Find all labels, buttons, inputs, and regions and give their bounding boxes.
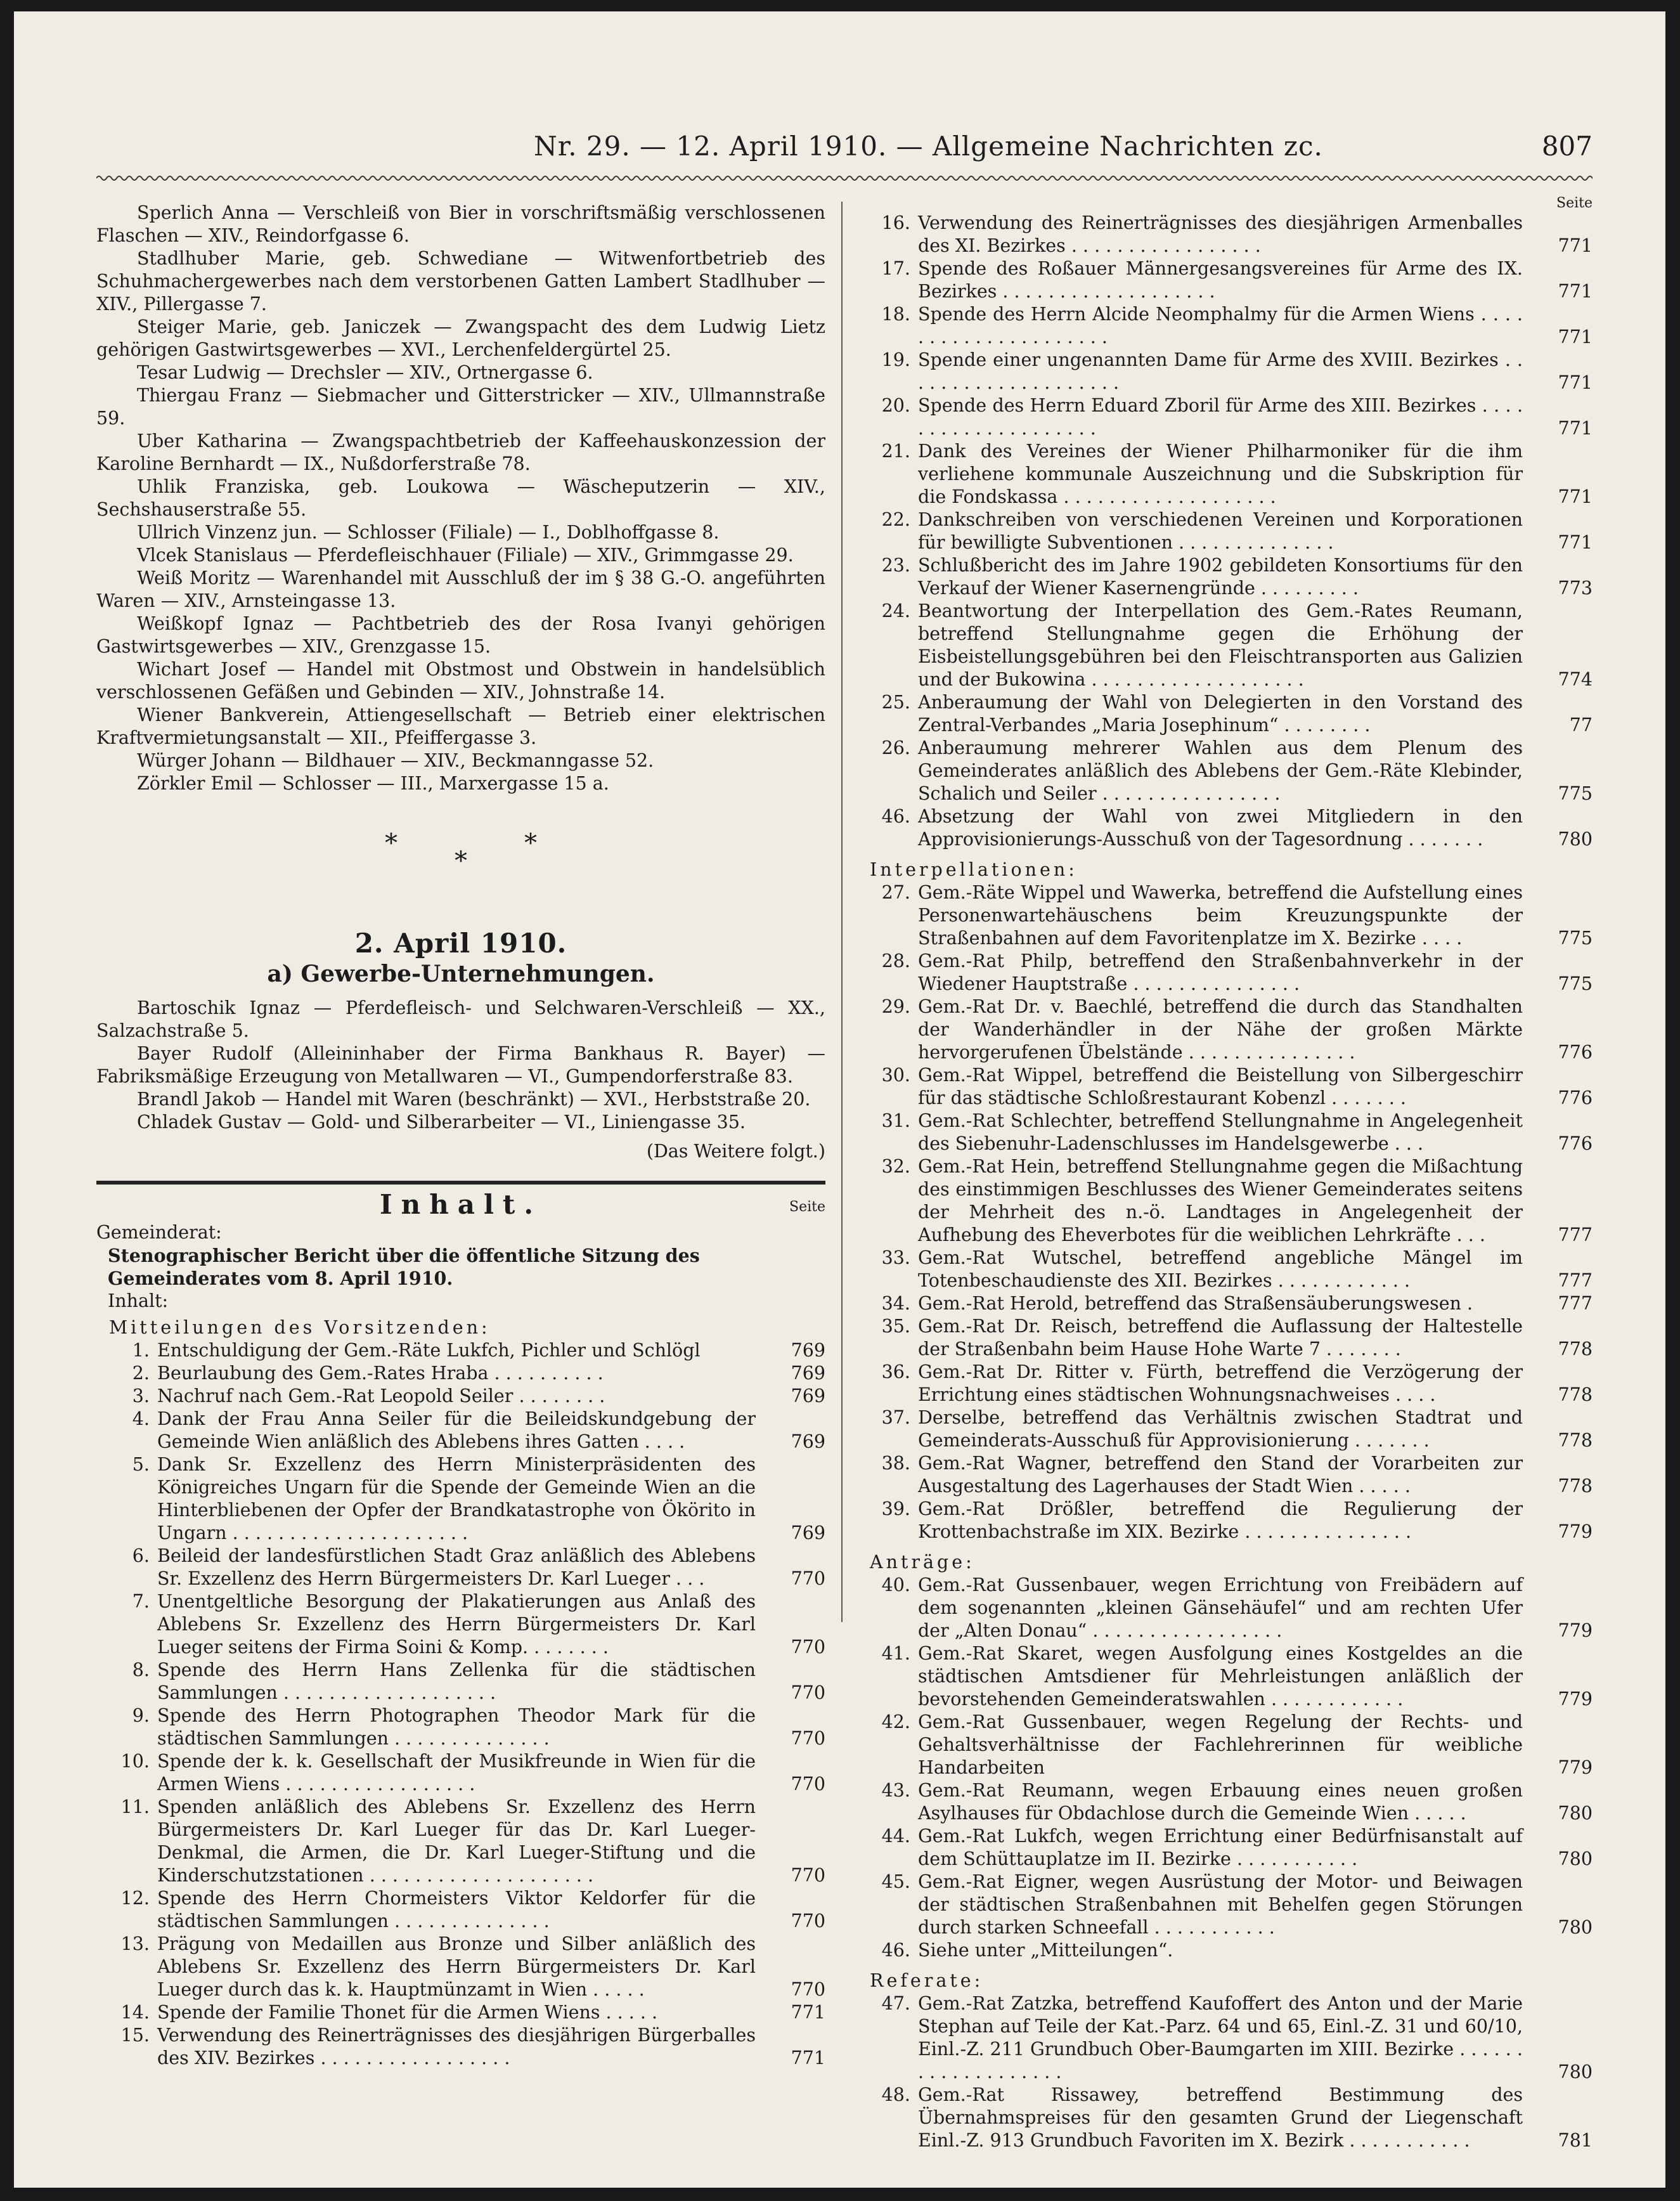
toc-item-text: Dank des Vereines der Wiener Philharmoniker für die ihm verliehene kommunale Auszeichnung und die Subskription für die Fondskassa . . . . . . . . . . . . . . . . . . . bbox=[918, 441, 1523, 507]
toc-item bbox=[96, 2001, 825, 2024]
toc-item-number: 23. bbox=[881, 555, 910, 576]
toc-item bbox=[857, 737, 1593, 805]
registry-entry: Sperlich Anna — Verschleiß von Bier in vorschriftsmäßig verschlossenen Flaschen — XIV., Reindorfgasse 6. bbox=[96, 202, 825, 246]
toc-item-number: 18. bbox=[881, 304, 910, 325]
toc-item-page: 770 bbox=[791, 1637, 825, 1658]
toc-item-page: 778 bbox=[1558, 1384, 1593, 1405]
registry-entry: Wichart Josef — Handel mit Obstmost und Obstwein in handelsüblich verschlossenen Gefäßen und Gebinden — XIV., Johnstraße 14. bbox=[96, 659, 825, 703]
toc-item-page: 779 bbox=[1558, 1521, 1593, 1542]
toc-item bbox=[96, 1385, 825, 1408]
toc-item-number: 33. bbox=[881, 1247, 910, 1268]
toc-item bbox=[857, 394, 1593, 440]
toc-item-number: 27. bbox=[881, 882, 910, 903]
toc-item-page: 776 bbox=[1558, 1042, 1593, 1063]
toc-item bbox=[857, 1642, 1593, 1711]
section-date-heading: 2. April 1910. bbox=[354, 928, 567, 959]
toc-item-number: 26. bbox=[881, 737, 910, 758]
toc-item-page: 770 bbox=[791, 1682, 825, 1703]
toc-item-page: 770 bbox=[791, 1911, 825, 1932]
toc-item-number: 46. bbox=[881, 806, 910, 827]
toc-item-page: 773 bbox=[1558, 578, 1593, 599]
toc-item-number: 38. bbox=[881, 1453, 910, 1474]
toc-item-text: Gem.-Rat Drößler, betreffend die Regulierung der Krottenbachstraße im XIX. Bezirke . . . . . . . . . . . . . . . bbox=[918, 1498, 1523, 1542]
toc-item-text: Gem.-Rat Skaret, wegen Ausfolgung eines Kostgeldes an die städtischen Amtsdiener für Mehrleistungen anläßlich der bevorstehenden Gemeinderatswahlen . . . . . . . . . . . . bbox=[918, 1643, 1523, 1710]
toc-item-text: Spende des Herrn Chormeisters Viktor Keldorfer für die städtischen Sammlungen . . . . . . . . . . . . . . bbox=[157, 1888, 756, 1932]
star-mark: * bbox=[455, 847, 467, 876]
toc-item-number: 30. bbox=[881, 1065, 910, 1086]
toc-item-page: 777 bbox=[1558, 1224, 1593, 1245]
toc-item-page: 775 bbox=[1558, 783, 1593, 804]
registry-entry: Weißkopf Ignaz — Pachtbetrieb des der Rosa Ivanyi gehörigen Gastwirtsgewerbes — XIV., Grenzgasse 15. bbox=[96, 613, 825, 657]
toc-item-page: 771 bbox=[1558, 281, 1593, 302]
toc-item-number: 13. bbox=[120, 1933, 150, 1954]
toc-item-text: Gem.-Rat Rissawey, betreffend Bestimmung des Übernahmspreises für den gesamten Grund der Liegenschaft Einl.-Z. 913 Grundbuch Favoriten im X. Bezirk . . . . . . . . . . . bbox=[918, 2084, 1523, 2151]
toc-item-text: Spende des Roßauer Männergesangsvereines für Arme des IX. Bezirkes . . . . . . . . . . . . . . . . . . . bbox=[918, 258, 1523, 302]
contents-rule bbox=[96, 1181, 825, 1185]
toc-item-number: 48. bbox=[881, 2084, 910, 2105]
toc-item bbox=[857, 950, 1593, 996]
toc-item bbox=[96, 1408, 825, 1453]
registry-entry: Stadlhuber Marie, geb. Schwediane — Witwenfortbetrieb des Schuhmachergewerbes nach dem verstorbenen Gatten Lambert Stadlhuber — XIV., Pillergasse 7. bbox=[96, 248, 825, 315]
toc-item-number: 4. bbox=[132, 1408, 150, 1429]
toc-item bbox=[857, 1406, 1593, 1452]
referate-heading: Referate: bbox=[870, 1970, 984, 1991]
toc-item-number: 47. bbox=[881, 1993, 910, 2014]
toc-item bbox=[857, 303, 1593, 349]
registry-entry: Würger Johann — Bildhauer — XIV., Beckmanngasse 52. bbox=[137, 750, 654, 771]
toc-item-page: 775 bbox=[1558, 973, 1593, 994]
toc-item-number: 12. bbox=[120, 1888, 150, 1909]
toc-list-antraege bbox=[857, 1574, 1593, 1962]
toc-item-text: Verwendung des Reinerträgnisses des diesjährigen Armenballes des XI. Bezirkes . . . . . . . . . . . . . . . . . bbox=[918, 212, 1523, 256]
toc-item-page: 770 bbox=[791, 1568, 825, 1589]
continued-note: (Das Weitere folgt.) bbox=[646, 1141, 825, 1162]
toc-item bbox=[96, 1362, 825, 1385]
toc-item-text: Dank der Frau Anna Seiler für die Beileidskundgebung der Gemeinde Wien anläßlich des Ablebens ihres Gatten . . . . bbox=[157, 1408, 756, 1452]
toc-item bbox=[857, 1992, 1593, 2084]
toc-item-number: 5. bbox=[132, 1454, 150, 1475]
toc-list-interpellationen bbox=[857, 881, 1593, 1543]
toc-item-number: 40. bbox=[881, 1574, 910, 1595]
toc-item-page: 771 bbox=[791, 2002, 825, 2023]
toc-item-number: 1. bbox=[132, 1340, 150, 1361]
toc-item-text: Anberaumung mehrerer Wahlen aus dem Plenum des Gemeinderates anläßlich des Ablebens der Gem.-Räte Klebinder, Schalich und Seiler . . . . . . . . . . . . . . . . bbox=[918, 737, 1523, 804]
toc-item-number: 8. bbox=[132, 1659, 150, 1680]
registry-entry: Tesar Ludwig — Drechsler — XIV., Ortnergasse 6. bbox=[137, 362, 593, 383]
session-report-title: Stenographischer Bericht über die öffentliche Sitzung des Gemeinderates vom 8. April 1910. bbox=[108, 1245, 700, 1289]
seite-column-label: Seite bbox=[789, 1199, 825, 1215]
toc-item bbox=[857, 1110, 1593, 1155]
toc-list-mitteilungen-continued bbox=[857, 212, 1593, 851]
toc-item bbox=[857, 1939, 1593, 1962]
toc-item-page: 778 bbox=[1558, 1430, 1593, 1451]
registry-entry: Weiß Moritz — Warenhandel mit Ausschluß der im § 38 G.-O. angeführten Waren — XIV., Arnsteingasse 13. bbox=[96, 568, 825, 611]
toc-item-page: 780 bbox=[1558, 829, 1593, 850]
running-header-title: Nr. 29. — 12. April 1910. — Allgemeine Nachrichten zc. bbox=[534, 131, 1323, 162]
business-registry-list bbox=[96, 202, 825, 795]
toc-item-number: 37. bbox=[881, 1407, 910, 1428]
toc-item-number: 42. bbox=[881, 1711, 910, 1732]
toc-item-text: Unentgeltliche Besorgung der Plakatierungen aus Anlaß des Ablebens Sr. Exzellenz des Herrn Bürgermeisters Dr. Karl Lueger seitens der Firma Soini & Komp. . . . . . . . bbox=[157, 1591, 756, 1658]
toc-item-page: 776 bbox=[1558, 1133, 1593, 1154]
toc-item-page: 777 bbox=[1558, 1270, 1593, 1291]
toc-item-page: 775 bbox=[1558, 928, 1593, 949]
toc-item-number: 3. bbox=[132, 1386, 150, 1406]
registry-entry: Wiener Bankverein, Attiengesellschaft — Betrieb einer elektrischen Kraftvermietungsanstalt — XII., Pfeiffergasse 3. bbox=[96, 704, 825, 748]
toc-item-page: 780 bbox=[1558, 1848, 1593, 1869]
toc-item-text: Gem.-Räte Wippel und Wawerka, betreffend die Aufstellung eines Personenwartehäuschens beim Kreuzungspunkte der Straßenbahnen auf dem Favoritenplatze im X. Bezirke . . . . bbox=[918, 882, 1523, 949]
toc-item bbox=[857, 349, 1593, 394]
toc-item-text: Gem.-Rat Wutschel, betreffend angebliche Mängel im Totenbeschaudienste des XII. Bezirkes . . . . . . . . . . . . bbox=[918, 1247, 1523, 1291]
toc-item-text: Gem.-Rat Dr. Ritter v. Fürth, betreffend die Verzögerung der Errichtung eines städtischen Wohnungsnachweises . . . . bbox=[918, 1361, 1523, 1405]
toc-item bbox=[857, 881, 1593, 950]
toc-item-page: 779 bbox=[1558, 1757, 1593, 1778]
toc-item-text: Beantwortung der Interpellation des Gem.-Rates Reumann, betreffend Stellungnahme gegen die Erhöhung der Eisbeistellungsgebühren bei den Fleischtransporten aus Galizien und der Bukowina . . . . . . . . . . . . . . . . . . . bbox=[918, 601, 1523, 690]
toc-item-number: 45. bbox=[881, 1871, 910, 1892]
toc-item-text: Beileid der landesfürstlichen Stadt Graz anläßlich des Ablebens Sr. Exzellenz des Herrn Bürgermeisters Dr. Karl Lueger . . . bbox=[157, 1545, 756, 1589]
toc-item-text: Spenden anläßlich des Ablebens Sr. Exzellenz des Herrn Bürgermeisters Dr. Karl Lueger für das Dr. Karl Lueger-Denkmal, die Armen, die Dr. Karl Lueger-Stiftung und die Kinderschutzstationen . . . . . . . . . . . . . . . . . . . . bbox=[157, 1796, 756, 1886]
toc-item bbox=[96, 2024, 825, 2070]
registry-entry: Uber Katharina — Zwangspachtbetrieb der Kaffeehauskonzession der Karoline Bernhardt — IX., Nußdorferstraße 78. bbox=[96, 431, 825, 474]
toc-item bbox=[857, 509, 1593, 554]
toc-item-page: 769 bbox=[791, 1386, 825, 1406]
toc-item-text: Spende des Herrn Alcide Neomphalmy für die Armen Wiens . . . . . . . . . . . . . . . . . . . . . bbox=[918, 304, 1523, 347]
toc-item-number: 7. bbox=[132, 1591, 150, 1612]
toc-item bbox=[96, 1339, 825, 1362]
toc-item-page: 778 bbox=[1558, 1476, 1593, 1497]
toc-item bbox=[857, 554, 1593, 600]
new-business-list bbox=[96, 997, 825, 1134]
seite-column-label: Seite bbox=[1556, 195, 1593, 211]
toc-item bbox=[96, 1545, 825, 1590]
toc-item-text: Derselbe, betreffend das Verhältnis zwischen Stadtrat und Gemeinderats-Ausschuß für Approvisionierung . . . . . . . bbox=[918, 1407, 1523, 1451]
toc-item-page: 778 bbox=[1558, 1339, 1593, 1360]
toc-item-text: Dankschreiben von verschiedenen Vereinen und Korporationen für bewilligte Subventionen . . . . . . . . . . . . . . bbox=[918, 509, 1523, 553]
toc-item bbox=[96, 1750, 825, 1796]
mitteilungen-heading: Mitteilungen des Vorsitzenden: bbox=[109, 1317, 491, 1338]
toc-item-text: Spende einer ungenannten Dame für Arme des XVIII. Bezirkes . . . . . . . . . . . . . . . . . . . . bbox=[918, 349, 1523, 393]
page-header bbox=[96, 124, 1593, 175]
toc-item-number: 31. bbox=[881, 1110, 910, 1131]
toc-item-number: 16. bbox=[881, 212, 910, 233]
toc-item-number: 11. bbox=[120, 1796, 150, 1817]
toc-item-page: 77 bbox=[1569, 715, 1593, 736]
toc-item-page: 771 bbox=[1558, 235, 1593, 256]
toc-item-number: 20. bbox=[881, 395, 910, 416]
toc-item-number: 9. bbox=[132, 1705, 150, 1726]
toc-item-number: 44. bbox=[881, 1826, 910, 1847]
toc-item-number: 32. bbox=[881, 1156, 910, 1177]
toc-item-text: Gem.-Rat Schlechter, betreffend Stellungnahme in Angelegenheit des Siebenuhr-Ladenschlusses im Handelsgewerbe . . . bbox=[918, 1110, 1523, 1154]
registry-entry: Steiger Marie, geb. Janiczek — Zwangspacht des dem Ludwig Lietz gehörigen Gastwirtsgewerbes — XVI., Lerchenfeldergürtel 25. bbox=[96, 316, 825, 360]
toc-item-number: 25. bbox=[881, 692, 910, 713]
toc-item-number: 29. bbox=[881, 996, 910, 1017]
toc-item-page: 769 bbox=[791, 1523, 825, 1543]
toc-item-text: Schlußbericht des im Jahre 1902 gebildeten Konsortiums für den Verkauf der Wiener Kasernengründe . . . . . . . . . bbox=[918, 555, 1523, 599]
toc-item-text: Verwendung des Reinerträgnisses des diesjährigen Bürgerballes des XIV. Bezirkes . . . . . . . . . . . . . . . . . bbox=[157, 2025, 756, 2068]
toc-item bbox=[857, 1155, 1593, 1247]
toc-item-page: 780 bbox=[1558, 2061, 1593, 2082]
toc-item-number: 22. bbox=[881, 509, 910, 530]
toc-item-text: Dank Sr. Exzellenz des Herrn Ministerpräsidenten des Königreiches Ungarn für die Spende der Gemeinde Wien an die Hinterbliebenen der Opfer der Brandkatastrophe von Ökörito in Ungarn . . . . . . . . . . . . . . . . . . . . . bbox=[157, 1454, 756, 1543]
toc-item bbox=[857, 1361, 1593, 1406]
toc-item bbox=[857, 1315, 1593, 1361]
toc-item-page: 769 bbox=[791, 1431, 825, 1452]
toc-item-page: 776 bbox=[1558, 1088, 1593, 1108]
toc-item-text: Gem.-Rat Wippel, betreffend die Beistellung von Silbergeschirr für das städtische Schloßrestaurant Kobenzl . . . . . . . bbox=[918, 1065, 1523, 1108]
star-mark: * bbox=[524, 829, 537, 858]
toc-item-text: Gem.-Rat Eigner, wegen Ausrüstung der Motor- und Beiwagen der städtischen Straßenbahnen mit Behelfen gegen Störungen durch starken Schneefall . . . . . . . . . . . bbox=[918, 1871, 1523, 1938]
toc-item-page: 780 bbox=[1558, 1803, 1593, 1824]
toc-item bbox=[96, 1590, 825, 1659]
toc-item bbox=[96, 1704, 825, 1750]
toc-item-text: Siehe unter „Mitteilungen“. bbox=[918, 1940, 1173, 1961]
toc-item-text: Spende der Familie Thonet für die Armen Wiens . . . . . bbox=[157, 2002, 658, 2023]
toc-item bbox=[857, 1779, 1593, 1825]
contents-title: Inhalt. bbox=[380, 1189, 542, 1220]
toc-item-page: 770 bbox=[791, 1979, 825, 2000]
star-mark: * bbox=[385, 829, 397, 858]
toc-item-text: Gem.-Rat Dr. v. Baechlé, betreffend die durch das Standhalten der Wanderhändler in der Nähe der großen Märkte hervorgerufenen Übelstände . . . . . . . . . . . . . . . bbox=[918, 996, 1523, 1063]
toc-item-text: Spende des Herrn Eduard Zboril für Arme des XIII. Bezirkes . . . . . . . . . . . . . . . . . . . . bbox=[918, 395, 1523, 439]
toc-item-text: Gem.-Rat Wagner, betreffend den Stand der Vorarbeiten zur Ausgestaltung des Lagerhauses der Stadt Wien . . . . . bbox=[918, 1453, 1523, 1497]
toc-item-text: Gem.-Rat Gussenbauer, wegen Errichtung von Freibädern auf dem sogenannten „kleinen Gänsehäufel“ und am rechten Ufer der „Alten Donau“ . . . . . . . . . . . . . . . . . bbox=[918, 1574, 1523, 1641]
toc-item-text: Nachruf nach Gem.-Rat Leopold Seiler . . . . . . . . bbox=[157, 1386, 605, 1406]
toc-item-number: 35. bbox=[881, 1316, 910, 1337]
registry-entry: Bayer Rudolf (Alleininhaber der Firma Bankhaus R. Bayer) — Fabriksmäßige Erzeugung von Metallwaren — VI., Gumpendorferstraße 83. bbox=[96, 1043, 825, 1087]
column-divider bbox=[841, 202, 843, 1622]
toc-item bbox=[857, 805, 1593, 851]
toc-item-page: 770 bbox=[791, 1865, 825, 1886]
toc-item-number: 21. bbox=[881, 441, 910, 462]
toc-item-number: 39. bbox=[881, 1498, 910, 1519]
toc-list-referate bbox=[857, 1992, 1593, 2152]
toc-item-number: 28. bbox=[881, 951, 910, 971]
toc-item bbox=[96, 1453, 825, 1545]
toc-item-page: 779 bbox=[1558, 1689, 1593, 1710]
registry-entry: Chladek Gustav — Gold- und Silberarbeiter — VI., Liniengasse 35. bbox=[137, 1112, 746, 1133]
toc-item-number: 6. bbox=[132, 1545, 150, 1566]
toc-item-number: 41. bbox=[881, 1643, 910, 1664]
toc-item-number: 2. bbox=[132, 1363, 150, 1384]
registry-entry: Bartoschik Ignaz — Pferdefleisch- und Selchwaren-Verschleiß — XX., Salzachstraße 5. bbox=[96, 997, 825, 1041]
wavy-header-rule bbox=[96, 174, 1593, 183]
toc-item bbox=[857, 1498, 1593, 1543]
toc-item-number: 17. bbox=[881, 258, 910, 279]
toc-item bbox=[857, 996, 1593, 1064]
toc-item-number: 19. bbox=[881, 349, 910, 370]
toc-item bbox=[857, 1825, 1593, 1871]
toc-item-number: 10. bbox=[120, 1751, 150, 1772]
toc-item-text: Spende des Herrn Hans Zellenka für die städtischen Sammlungen . . . . . . . . . . . . . . . . . . . bbox=[157, 1659, 756, 1703]
newspaper-page bbox=[14, 11, 1665, 2188]
toc-item bbox=[96, 1933, 825, 2001]
toc-item-page: 779 bbox=[1558, 1620, 1593, 1641]
toc-item bbox=[857, 2084, 1593, 2152]
toc-item-page: 771 bbox=[1558, 486, 1593, 507]
toc-item bbox=[857, 1711, 1593, 1779]
toc-item-page: 769 bbox=[791, 1340, 825, 1361]
right-column bbox=[857, 195, 1593, 2152]
toc-item-text: Gem.-Rat Zatzka, betreffend Kaufoffert des Anton und der Marie Stephan auf Teile der Kat.-Parz. 64 und 65, Einl.-Z. 31 und 60/10, Einl.-Z. 211 Grundbuch Ober-Baumgarten im XIII. Bezirke . . . . . . . . . . . . . . . . . . . bbox=[918, 1993, 1523, 2082]
toc-item-text: Anberaumung der Wahl von Delegierten in den Vorstand des Zentral-Verbandes „Maria Josephinum“ . . . . . . . . bbox=[918, 692, 1523, 736]
section-separator-stars bbox=[96, 829, 825, 902]
toc-item-text: Gem.-Rat Gussenbauer, wegen Regelung der Rechts- und Gehaltsverhältnisse der Fachlehrerinnen für weibliche Handarbeiten bbox=[918, 1711, 1523, 1778]
toc-item-page: 777 bbox=[1558, 1293, 1593, 1314]
toc-item bbox=[857, 691, 1593, 737]
toc-item-page: 774 bbox=[1558, 669, 1593, 690]
toc-item-page: 771 bbox=[791, 2048, 825, 2068]
toc-item-page: 780 bbox=[1558, 1917, 1593, 1938]
toc-item bbox=[857, 1064, 1593, 1110]
registry-entry: Uhlik Franziska, geb. Loukowa — Wäscheputzerin — XIV., Sechshauserstraße 55. bbox=[96, 476, 825, 520]
section-subheading: a) Gewerbe-Unternehmungen. bbox=[267, 961, 655, 987]
toc-item-number: 15. bbox=[120, 2025, 150, 2046]
toc-item-text: Entschuldigung der Gem.-Räte Lukfch, Pichler und Schlögl bbox=[157, 1340, 701, 1361]
inhalt-label: Inhalt: bbox=[108, 1290, 169, 1311]
toc-item-page: 770 bbox=[791, 1774, 825, 1795]
left-column bbox=[96, 202, 825, 2070]
interpellationen-heading: Interpellationen: bbox=[870, 859, 1078, 880]
toc-item-page: 770 bbox=[791, 1728, 825, 1749]
registry-entry: Thiergau Franz — Siebmacher und Gitterstricker — XIV., Ullmannstraße 59. bbox=[96, 385, 825, 429]
gemeinderat-label: Gemeinderat: bbox=[96, 1222, 222, 1243]
toc-item-text: Gem.-Rat Philp, betreffend den Straßenbahnverkehr in der Wiedener Hauptstraße . . . . . . . . . . . . . . . bbox=[918, 951, 1523, 994]
toc-item bbox=[96, 1659, 825, 1704]
toc-item-text: Gem.-Rat Herold, betreffend das Straßensäuberungswesen . bbox=[918, 1293, 1473, 1314]
toc-item bbox=[857, 212, 1593, 257]
toc-item bbox=[857, 1247, 1593, 1292]
contents-heading bbox=[96, 1189, 825, 1221]
toc-item bbox=[857, 1574, 1593, 1642]
antraege-heading: Anträge: bbox=[870, 1552, 975, 1573]
toc-item bbox=[857, 257, 1593, 303]
toc-item bbox=[857, 600, 1593, 691]
toc-item-number: 14. bbox=[120, 2002, 150, 2023]
toc-item-text: Spende des Herrn Photographen Theodor Mark für die städtischen Sammlungen . . . . . . . . . . . . . . bbox=[157, 1705, 756, 1749]
toc-item-text: Absetzung der Wahl von zwei Mitgliedern in den Approvisionierungs-Ausschuß von der Tagesordnung . . . . . . . bbox=[918, 806, 1523, 850]
toc-item-number: 24. bbox=[881, 601, 910, 621]
page-number: 807 bbox=[1541, 131, 1593, 162]
registry-entry: Zörkler Emil — Schlosser — III., Marxergasse 15 a. bbox=[137, 773, 609, 794]
toc-item bbox=[857, 1871, 1593, 1939]
toc-item-page: 771 bbox=[1558, 418, 1593, 439]
toc-item-text: Beurlaubung des Gem.-Rates Hraba . . . . . . . . . . bbox=[157, 1363, 604, 1384]
toc-list-mitteilungen bbox=[96, 1339, 825, 2070]
toc-item-page: 771 bbox=[1558, 532, 1593, 553]
toc-item-page: 781 bbox=[1558, 2130, 1593, 2151]
toc-item-number: 46. bbox=[881, 1940, 910, 1961]
toc-item-number: 34. bbox=[881, 1293, 910, 1314]
toc-item bbox=[857, 1292, 1593, 1315]
toc-item-text: Gem.-Rat Dr. Reisch, betreffend die Auflassung der Haltestelle der Straßenbahn beim Hause Hohe Warte 7 . . . . . . . bbox=[918, 1316, 1523, 1360]
toc-item-number: 43. bbox=[881, 1780, 910, 1801]
toc-item bbox=[857, 1452, 1593, 1498]
toc-item bbox=[857, 440, 1593, 509]
toc-item bbox=[96, 1887, 825, 1933]
registry-entry: Vlcek Stanislaus — Pferdefleischhauer (Filiale) — XIV., Grimmgasse 29. bbox=[137, 545, 794, 566]
registry-entry: Ullrich Vinzenz jun. — Schlosser (Filiale) — I., Doblhoffgasse 8. bbox=[137, 522, 720, 543]
registry-entry: Brandl Jakob — Handel mit Waren (beschränkt) — XVI., Herbststraße 20. bbox=[137, 1089, 811, 1110]
toc-item-number: 36. bbox=[881, 1361, 910, 1382]
toc-item-text: Gem.-Rat Hein, betreffend Stellungnahme gegen die Mißachtung des einstimmigen Beschlusses des Wiener Gemeinderates seitens der Mehrheit des n.-ö. Landtages in Angelegenheit der Aufhebung des Eheverbotes für die weiblichen Lehrkräfte . . . bbox=[918, 1156, 1523, 1245]
toc-item-text: Gem.-Rat Reumann, wegen Erbauung eines neuen großen Asylhauses für Obdachlose durch die Gemeinde Wien . . . . . bbox=[918, 1780, 1523, 1824]
toc-item-text: Spende der k. k. Gesellschaft der Musikfreunde in Wien für die Armen Wiens . . . . . . . . . . . . . . . . . bbox=[157, 1751, 756, 1795]
toc-item-text: Prägung von Medaillen aus Bronze und Silber anläßlich des Ablebens Sr. Exzellenz des Herrn Bürgermeisters Dr. Karl Lueger durch das k. k. Hauptmünzamt in Wien . . . . . bbox=[157, 1933, 756, 2000]
toc-item bbox=[96, 1796, 825, 1887]
toc-item-text: Gem.-Rat Lukfch, wegen Errichtung einer Bedürfnisanstalt auf dem Schüttauplatze im II. Bezirke . . . . . . . . . . . bbox=[918, 1826, 1523, 1869]
toc-item-page: 769 bbox=[791, 1363, 825, 1384]
toc-item-page: 771 bbox=[1558, 327, 1593, 347]
toc-item-page: 771 bbox=[1558, 372, 1593, 393]
